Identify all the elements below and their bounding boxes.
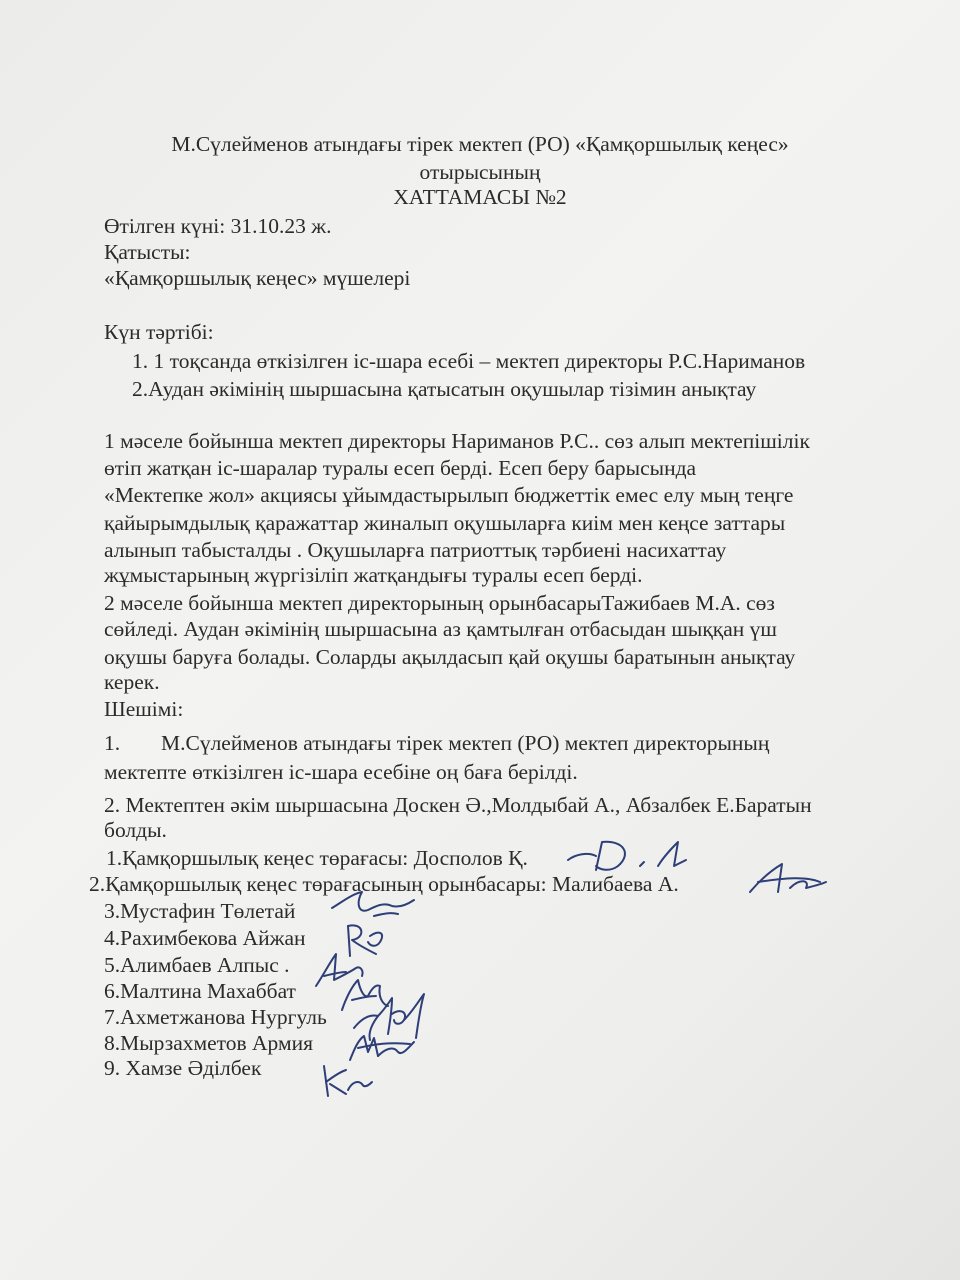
member-line: 8.Мырзахметов Армия bbox=[104, 1031, 313, 1055]
agenda-item: 2.Аудан әкімінің шыршасына қатысатын оқушылар тізімин анықтау bbox=[132, 377, 757, 401]
decision-item1-line1: М.Сүлейменов атындағы тірек мектеп (РО) мектеп директорының bbox=[161, 731, 770, 755]
decision-item1-line2: мектепте өткізілген іс-шара есебіне оң баға берілді. bbox=[104, 760, 578, 784]
body-line: өтіп жатқан іс-шаралар туралы есеп берді. Есеп беру барысында bbox=[104, 456, 697, 480]
member-line: 3.Мустафин Төлетай bbox=[104, 899, 296, 923]
member-line: 4.Рахимбекова Айжан bbox=[104, 926, 306, 950]
member-line: 1.Қамқоршылық кеңес төрағасы: Досполов Қ. bbox=[106, 846, 528, 870]
body-line: «Мектепке жол» акциясы ұйымдастырылып бюджеттік емес елу мың теңге bbox=[104, 483, 794, 507]
member-line: 7.Ахметжанова Нургуль bbox=[104, 1005, 327, 1029]
signature-chairman bbox=[562, 836, 692, 876]
agenda-item: 1. 1 тоқсанда өткізілген іс-шара есебі – мектеп директоры Р.С.Нариманов bbox=[132, 349, 806, 373]
header-title-line2: отырысының bbox=[419, 160, 541, 184]
signature-deputy bbox=[744, 858, 830, 898]
body-line: керек. bbox=[104, 670, 160, 694]
body-line: қайырымдылық қаражаттар жиналып оқушыларға киім мен кеңсе заттары bbox=[104, 511, 786, 535]
member-line: 6.Малтина Махаббат bbox=[104, 979, 296, 1003]
header-title-line1: М.Сүлейменов атындағы тірек мектеп (РО) «Қамқоршылық кеңес» bbox=[171, 132, 789, 156]
present-label: Қатысты: bbox=[104, 240, 191, 264]
signature-member-9 bbox=[316, 1060, 376, 1100]
agenda-label: Күн тәртібі: bbox=[104, 320, 214, 344]
member-line: 5.Алимбаев Алпыс . bbox=[104, 953, 290, 977]
body-line: сөйледі. Аудан әкімінің шыршасына аз қамтылған отбасыдан шыққан үш bbox=[104, 617, 777, 641]
member-line: 2.Қамқоршылық кеңес төрағасының орынбасары: Малибаева А. bbox=[89, 872, 679, 896]
body-line: алынып табысталды . Оқушыларға патриоттық тәрбиені насихаттау bbox=[104, 538, 727, 562]
meeting-date: Өтілген күні: 31.10.23 ж. bbox=[104, 214, 332, 238]
header-protocol-number: ХАТТАМАСЫ №2 bbox=[393, 185, 567, 209]
body-line: 1 мәселе бойынша мектеп директоры Нариманов Р.С.. сөз алып мектепішілік bbox=[104, 429, 810, 453]
member-line: 9. Хамзе Әділбек bbox=[104, 1056, 262, 1080]
decision-item1-number: 1. bbox=[104, 731, 121, 755]
decision-label: Шешімі: bbox=[104, 697, 184, 721]
decision-item2-line2: болды. bbox=[104, 818, 167, 842]
body-line: жұмыстарының жүргізіліп жатқандығы туралы есеп берді. bbox=[104, 563, 643, 587]
body-line: 2 мәселе бойынша мектеп директорының орынбасарыТажибаев М.А. сөз bbox=[104, 591, 775, 615]
present-value: «Қамқоршылық кеңес» мүшелері bbox=[104, 266, 411, 290]
decision-item2-line1: 2. Мектептен әкім шыршасына Доскен Ә.,Молдыбай А., Абзалбек Е.Баратын bbox=[104, 793, 812, 817]
body-line: оқушы баруға болады. Соларды ақылдасып қай оқушы баратынын анықтау bbox=[104, 645, 796, 669]
